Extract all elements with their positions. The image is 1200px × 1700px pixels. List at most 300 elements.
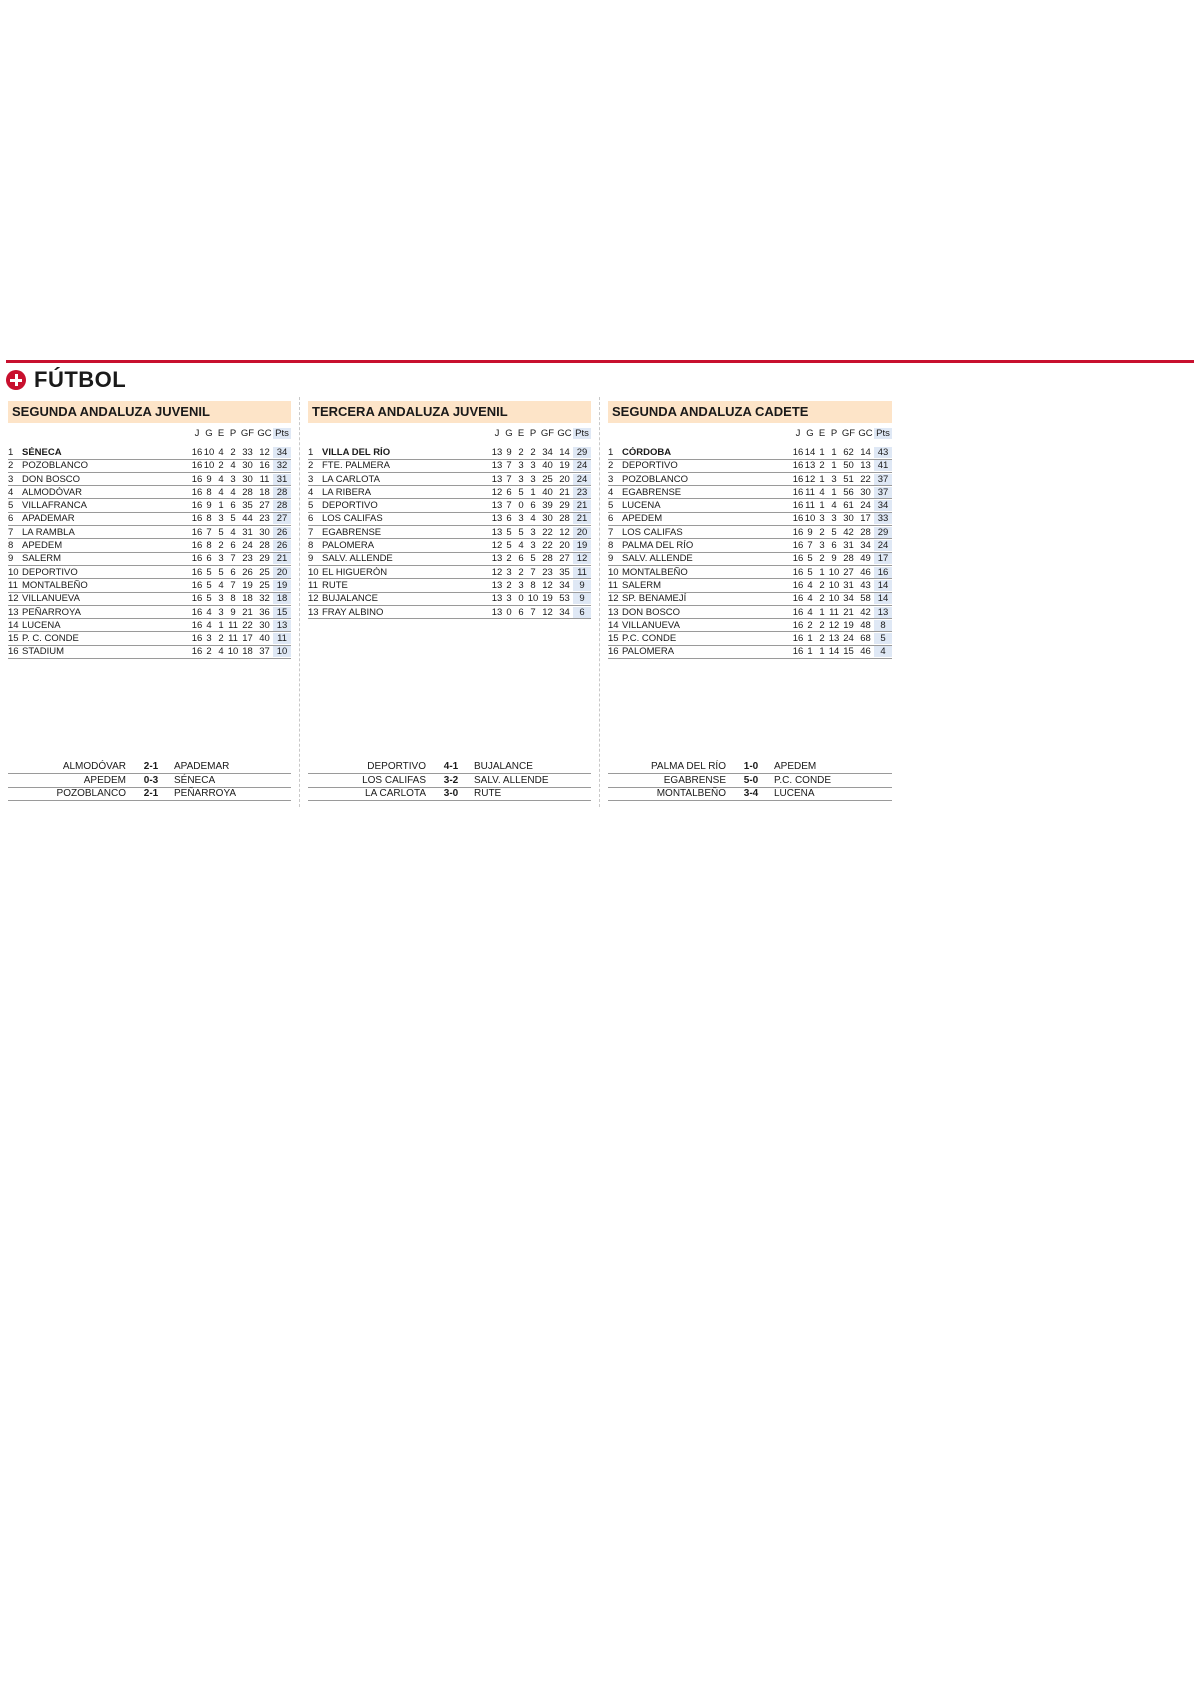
stat-played: 16	[191, 460, 203, 472]
stat-played: 16	[792, 513, 804, 525]
stat-drawn: 2	[218, 633, 224, 645]
column-header: G	[205, 427, 213, 439]
stat-lost: 10	[227, 646, 239, 658]
competition-block	[600, 397, 900, 807]
position: 2	[8, 460, 14, 472]
team-name: SALV. ALLENDE	[622, 553, 693, 565]
position: 13	[308, 606, 319, 618]
futbol-section	[0, 360, 1200, 807]
stat-drawn: 2	[819, 593, 825, 605]
stat-played: 16	[191, 513, 203, 525]
stat-played: 16	[792, 606, 804, 618]
position: 7	[308, 526, 314, 538]
results-list	[8, 761, 291, 802]
stat-goals-against: 29	[259, 553, 270, 565]
position: 4	[8, 486, 14, 498]
team-name: VILLANUEVA	[622, 619, 680, 631]
stat-points: 19	[273, 580, 291, 591]
stat-goals-for: 30	[542, 513, 553, 525]
stat-goals-against: 16	[259, 460, 270, 472]
position: 6	[308, 513, 314, 525]
team-name: VILLANUEVA	[22, 593, 80, 605]
away-team: APEDEM	[774, 761, 817, 773]
standings-row	[8, 632, 291, 645]
stat-won: 8	[206, 486, 212, 498]
match-result	[308, 774, 591, 788]
stat-played: 13	[491, 460, 503, 472]
stat-lost: 9	[230, 606, 236, 618]
stat-lost: 5	[230, 513, 236, 525]
standings-row	[8, 446, 291, 459]
column-header: J	[494, 427, 500, 439]
standings-row	[608, 473, 892, 486]
standings-row	[8, 646, 291, 659]
stat-lost: 8	[230, 593, 236, 605]
column-header: P	[830, 427, 838, 439]
stat-lost: 7	[230, 579, 236, 591]
stat-drawn: 4	[518, 540, 524, 552]
stat-won: 1	[807, 646, 813, 658]
position: 7	[8, 526, 14, 538]
home-team: APEDEM	[83, 774, 126, 786]
standings-row	[8, 553, 291, 566]
stat-goals-for: 40	[542, 460, 553, 472]
stat-goals-against: 23	[259, 513, 270, 525]
stat-drawn: 3	[518, 579, 524, 591]
stat-points: 15	[273, 607, 291, 618]
match-result	[8, 788, 291, 802]
stat-lost: 8	[530, 579, 536, 591]
team-name: PALMA DEL RÍO	[622, 540, 694, 552]
stat-goals-for: 28	[242, 486, 253, 498]
stat-won: 2	[206, 646, 212, 658]
competition-block	[0, 397, 300, 807]
team-name: APEDEM	[622, 513, 663, 525]
stat-won: 13	[804, 460, 816, 472]
stat-played: 13	[491, 473, 503, 485]
standings-row	[8, 486, 291, 499]
stat-drawn: 4	[819, 486, 825, 498]
stat-played: 16	[191, 473, 203, 485]
stat-goals-against: 29	[559, 500, 570, 512]
standings-row	[8, 593, 291, 606]
stat-goals-for: 51	[843, 473, 854, 485]
column-header: GF	[841, 427, 856, 439]
stat-goals-against: 28	[559, 513, 570, 525]
stat-goals-for: 42	[843, 526, 854, 538]
standings-row	[308, 593, 591, 606]
stat-points: 24	[573, 460, 591, 471]
stat-goals-against: 42	[860, 606, 871, 618]
team-name: LOS CALIFAS	[322, 513, 383, 525]
team-name: APADEMAR	[22, 513, 75, 525]
stat-goals-against: 27	[259, 500, 270, 512]
team-name: SALV. ALLENDE	[322, 553, 393, 565]
competition-columns	[0, 397, 1200, 807]
standings-row	[308, 513, 591, 526]
stat-goals-against: 40	[259, 633, 270, 645]
position: 8	[8, 540, 14, 552]
standings-row	[8, 566, 291, 579]
stat-points: 21	[273, 553, 291, 564]
stat-points: 31	[273, 474, 291, 485]
stat-won: 5	[206, 593, 212, 605]
stat-lost: 3	[530, 460, 536, 472]
standings-row	[608, 646, 892, 659]
stat-drawn: 5	[518, 486, 524, 498]
stat-played: 16	[792, 500, 804, 512]
stat-drawn: 2	[819, 526, 825, 538]
stat-won: 5	[807, 553, 813, 565]
stat-won: 14	[804, 446, 816, 458]
position: 13	[8, 606, 19, 618]
standings-row	[8, 460, 291, 473]
stat-lost: 1	[831, 486, 837, 498]
stat-drawn: 3	[218, 553, 224, 565]
away-team: PEÑARROYA	[174, 788, 237, 800]
stat-drawn: 3	[218, 593, 224, 605]
stat-goals-for: 25	[542, 473, 553, 485]
stat-points: 9	[573, 593, 591, 604]
stat-lost: 2	[230, 446, 236, 458]
stat-goals-against: 58	[860, 593, 871, 605]
team-name: LOS CALIFAS	[622, 526, 683, 538]
column-header: Pts	[273, 428, 291, 439]
results-list	[308, 761, 591, 802]
stat-drawn: 3	[819, 513, 825, 525]
stat-goals-for: 62	[843, 446, 854, 458]
stat-played: 16	[792, 566, 804, 578]
stat-goals-against: 30	[860, 486, 871, 498]
top-blank-area	[0, 0, 1200, 360]
stat-won: 10	[203, 460, 215, 472]
match-score: 2-1	[143, 788, 159, 800]
stat-played: 16	[191, 553, 203, 565]
stat-lost: 4	[230, 486, 236, 498]
stat-lost: 5	[831, 526, 837, 538]
stat-goals-against: 53	[559, 593, 570, 605]
stat-points: 11	[573, 567, 591, 578]
stat-drawn: 3	[518, 473, 524, 485]
position: 10	[8, 566, 19, 578]
stat-drawn: 6	[518, 553, 524, 565]
stat-drawn: 4	[218, 446, 224, 458]
position: 1	[308, 446, 314, 458]
stat-played: 16	[792, 446, 804, 458]
away-team: BUJALANCE	[474, 761, 533, 773]
stat-lost: 4	[530, 513, 536, 525]
position: 8	[608, 540, 614, 552]
stat-lost: 1	[831, 460, 837, 472]
stat-goals-against: 11	[259, 473, 270, 485]
home-team: LOS CALIFAS	[362, 774, 426, 786]
stat-drawn: 0	[518, 593, 524, 605]
stat-points: 26	[273, 540, 291, 551]
standings-row	[8, 619, 291, 632]
match-score: 3-0	[443, 788, 459, 800]
position: 4	[608, 486, 614, 498]
stat-played: 16	[191, 526, 203, 538]
stat-points: 37	[874, 487, 892, 498]
results-list	[608, 761, 892, 802]
stat-won: 2	[506, 553, 512, 565]
stat-goals-for: 56	[843, 486, 854, 498]
column-header: P	[229, 427, 237, 439]
column-header: GF	[540, 427, 555, 439]
stat-lost: 10	[828, 593, 840, 605]
team-name: CÓRDOBA	[622, 446, 672, 458]
team-name: SÉNECA	[22, 446, 62, 458]
stat-goals-against: 22	[860, 473, 871, 485]
stat-goals-against: 28	[860, 526, 871, 538]
stat-lost: 3	[831, 473, 837, 485]
stat-won: 8	[206, 540, 212, 552]
team-name: DON BOSCO	[22, 473, 81, 485]
stat-won: 5	[506, 526, 512, 538]
stat-goals-against: 37	[259, 646, 270, 658]
stat-points: 26	[273, 527, 291, 538]
stat-won: 4	[807, 579, 813, 591]
stat-played: 16	[191, 646, 203, 658]
section-header	[0, 363, 1200, 397]
stat-drawn: 2	[518, 566, 524, 578]
stat-won: 9	[807, 526, 813, 538]
stat-goals-against: 43	[860, 579, 871, 591]
match-score: 1-0	[743, 761, 759, 773]
stat-drawn: 3	[819, 540, 825, 552]
team-name: SALERM	[22, 553, 62, 565]
position: 13	[608, 606, 619, 618]
stat-drawn: 3	[518, 460, 524, 472]
stat-points: 17	[874, 553, 892, 564]
team-name: MONTALBEÑO	[22, 579, 88, 591]
team-name: LA CARLOTA	[322, 473, 380, 485]
match-result	[308, 788, 591, 802]
column-header: J	[194, 427, 200, 439]
stat-drawn: 1	[819, 500, 825, 512]
column-header: Pts	[573, 428, 591, 439]
stat-points: 12	[573, 553, 591, 564]
stat-points: 16	[874, 567, 892, 578]
stat-played: 13	[491, 606, 503, 618]
stat-won: 6	[206, 553, 212, 565]
stat-goals-for: 12	[542, 606, 553, 618]
position: 10	[308, 566, 319, 578]
standings-row	[308, 606, 591, 619]
match-result	[8, 761, 291, 775]
team-name: LUCENA	[22, 619, 61, 631]
stat-lost: 6	[230, 500, 236, 512]
stat-goals-for: 21	[242, 606, 253, 618]
stat-goals-for: 33	[242, 446, 253, 458]
position: 16	[8, 646, 19, 658]
stat-won: 3	[506, 566, 512, 578]
away-team: LUCENA	[774, 788, 815, 800]
stat-played: 16	[792, 473, 804, 485]
stat-goals-against: 13	[860, 460, 871, 472]
stat-lost: 4	[230, 526, 236, 538]
team-name: P. C. CONDE	[22, 633, 79, 645]
team-name: EL HIGUERÓN	[322, 566, 388, 578]
stat-drawn: 4	[218, 646, 224, 658]
standings-row	[308, 526, 591, 539]
stat-lost: 10	[527, 593, 539, 605]
stat-drawn: 3	[518, 513, 524, 525]
stat-points: 28	[273, 487, 291, 498]
stat-played: 16	[191, 540, 203, 552]
standings-row	[308, 566, 591, 579]
stat-lost: 6	[230, 566, 236, 578]
stat-points: 13	[874, 607, 892, 618]
team-name: SP. BENAMEJÍ	[622, 593, 687, 605]
stat-goals-for: 22	[542, 540, 553, 552]
column-header: G	[806, 427, 814, 439]
position: 9	[8, 553, 14, 565]
team-name: LA RIBERA	[322, 486, 372, 498]
position: 1	[8, 446, 14, 458]
stat-played: 13	[491, 579, 503, 591]
stat-lost: 1	[831, 446, 837, 458]
stat-goals-for: 50	[843, 460, 854, 472]
stat-points: 20	[273, 567, 291, 578]
stat-points: 33	[874, 513, 892, 524]
standings-row	[608, 553, 892, 566]
match-score: 5-0	[743, 774, 759, 786]
stat-lost: 3	[530, 473, 536, 485]
stat-won: 4	[807, 593, 813, 605]
stat-lost: 7	[530, 606, 536, 618]
stat-points: 14	[874, 580, 892, 591]
stat-points: 27	[273, 513, 291, 524]
standings-row	[8, 473, 291, 486]
stat-points: 29	[573, 447, 591, 458]
home-team: EGABRENSE	[663, 774, 726, 786]
stat-goals-against: 27	[559, 553, 570, 565]
stat-won: 5	[506, 540, 512, 552]
stat-lost: 3	[230, 473, 236, 485]
stat-played: 16	[792, 619, 804, 631]
stat-drawn: 4	[218, 473, 224, 485]
stat-lost: 4	[831, 500, 837, 512]
stat-won: 3	[506, 593, 512, 605]
stat-played: 16	[191, 619, 203, 631]
stat-goals-against: 24	[860, 500, 871, 512]
stat-goals-against: 25	[259, 566, 270, 578]
stat-played: 16	[792, 579, 804, 591]
stat-goals-for: 31	[843, 579, 854, 591]
stat-goals-against: 18	[259, 486, 270, 498]
stat-lost: 11	[228, 619, 238, 631]
stat-played: 16	[792, 593, 804, 605]
home-team: ALMODÓVAR	[62, 761, 126, 773]
stat-won: 10	[203, 446, 215, 458]
standings-row	[608, 446, 892, 459]
stat-goals-for: 15	[843, 646, 854, 658]
stat-drawn: 2	[218, 460, 224, 472]
home-team: PALMA DEL RÍO	[650, 761, 726, 773]
position: 9	[308, 553, 314, 565]
standings-row	[308, 553, 591, 566]
stat-points: 18	[273, 593, 291, 604]
stat-lost: 11	[829, 606, 839, 618]
position: 11	[608, 579, 618, 591]
stat-goals-against: 21	[559, 486, 570, 498]
stat-played: 16	[191, 486, 203, 498]
stat-drawn: 5	[218, 566, 224, 578]
stat-drawn: 1	[819, 606, 825, 618]
stat-drawn: 2	[819, 579, 825, 591]
position: 4	[308, 486, 314, 498]
stat-goals-against: 49	[860, 553, 871, 565]
stat-goals-against: 35	[559, 566, 570, 578]
team-name: SALERM	[622, 579, 662, 591]
column-header: E	[517, 427, 525, 439]
stat-played: 16	[191, 606, 203, 618]
away-team: P.C. CONDE	[774, 774, 832, 786]
stat-goals-against: 48	[860, 619, 871, 631]
standings-row	[308, 579, 591, 592]
stat-drawn: 0	[518, 500, 524, 512]
column-header: E	[217, 427, 225, 439]
stat-goals-for: 30	[242, 460, 253, 472]
stat-lost: 4	[230, 460, 236, 472]
team-name: DEPORTIVO	[622, 460, 678, 472]
team-name: EGABRENSE	[622, 486, 682, 498]
standings-row	[608, 566, 892, 579]
stat-goals-for: 27	[843, 566, 854, 578]
stat-drawn: 3	[218, 513, 224, 525]
column-header: G	[505, 427, 513, 439]
stat-drawn: 1	[819, 446, 825, 458]
stat-lost: 1	[530, 486, 536, 498]
stat-points: 6	[573, 607, 591, 618]
stat-points: 9	[573, 580, 591, 591]
stat-goals-against: 46	[860, 646, 871, 658]
position: 1	[608, 446, 614, 458]
column-header: Pts	[874, 428, 892, 439]
stat-goals-against: 30	[259, 526, 270, 538]
position: 14	[8, 619, 19, 631]
stat-goals-against: 19	[559, 460, 570, 472]
stat-goals-against: 34	[559, 579, 570, 591]
stat-played: 16	[191, 500, 203, 512]
team-name: LUCENA	[622, 500, 661, 512]
position: 2	[608, 460, 614, 472]
stat-goals-for: 44	[242, 513, 253, 525]
position: 3	[608, 473, 614, 485]
position: 16	[608, 646, 619, 658]
stat-goals-for: 24	[242, 540, 253, 552]
stat-goals-for: 18	[242, 593, 253, 605]
stat-drawn: 1	[218, 500, 224, 512]
match-result	[308, 761, 591, 775]
stat-goals-against: 32	[259, 593, 270, 605]
stat-played: 16	[792, 633, 804, 645]
stat-played: 16	[792, 486, 804, 498]
stat-goals-for: 31	[843, 540, 854, 552]
stat-won: 2	[807, 619, 813, 631]
stat-won: 1	[807, 633, 813, 645]
position: 15	[8, 633, 19, 645]
stat-points: 43	[874, 447, 892, 458]
stat-lost: 6	[831, 540, 837, 552]
stat-points: 11	[273, 633, 291, 644]
team-name: VILLAFRANCA	[22, 500, 87, 512]
column-header: J	[795, 427, 801, 439]
stat-won: 7	[506, 473, 512, 485]
stat-goals-against: 14	[860, 446, 871, 458]
column-header: GC	[858, 427, 873, 439]
